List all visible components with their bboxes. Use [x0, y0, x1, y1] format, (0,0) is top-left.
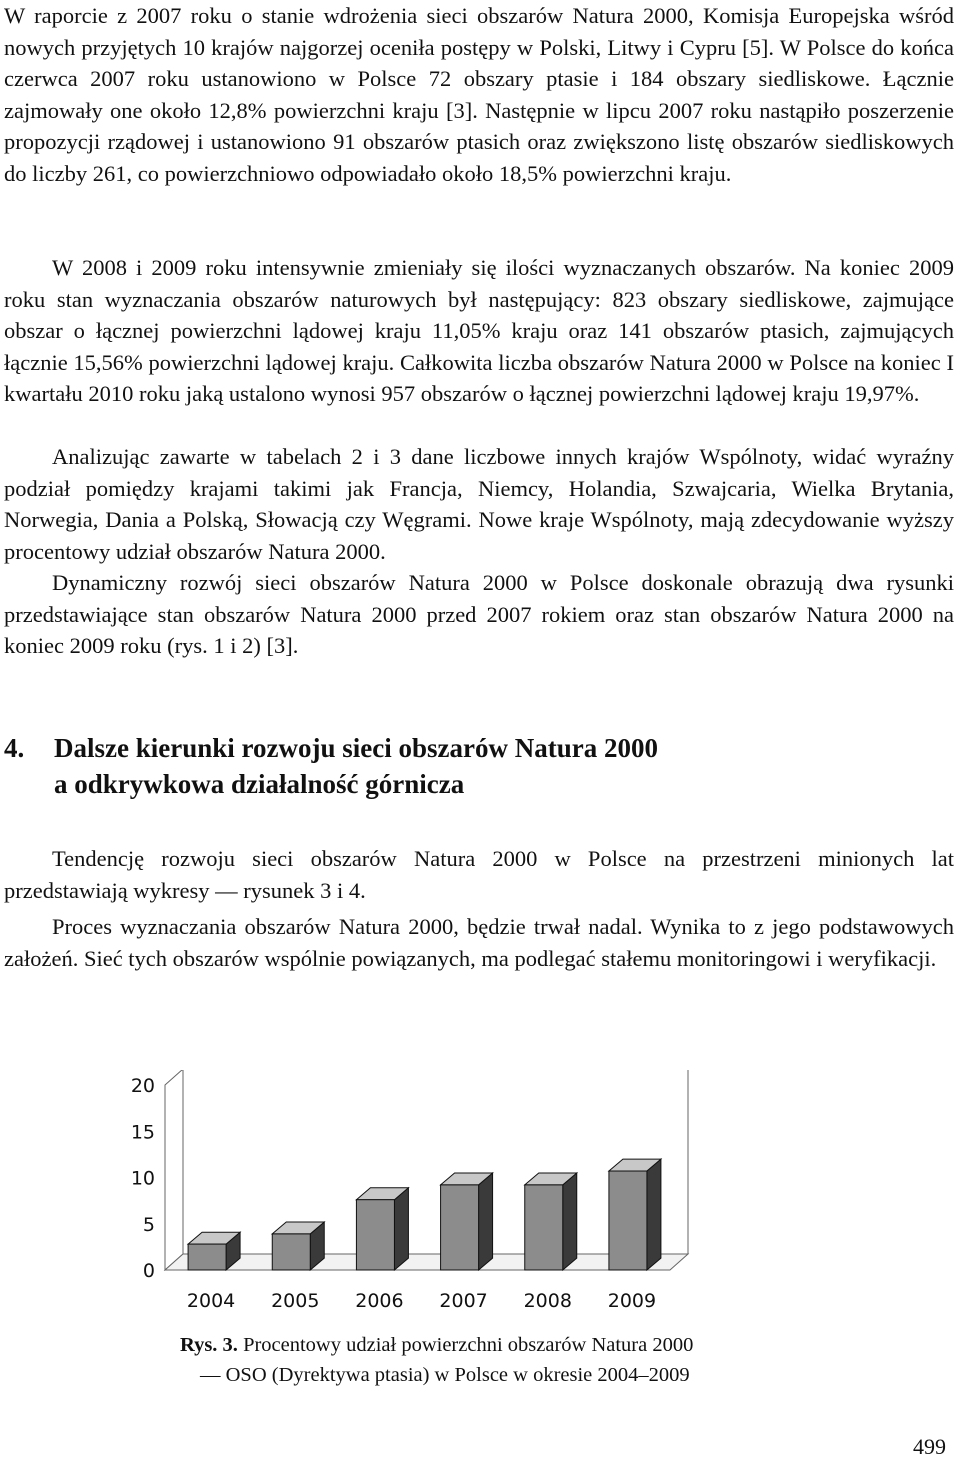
section-title-line-1: Dalsze kierunki rozwoju sieci obszarów Natura 2000: [54, 733, 658, 763]
bar: [356, 1200, 394, 1270]
bar: [441, 1185, 479, 1270]
bar-side: [394, 1188, 408, 1270]
paragraph-3: Analizując zawarte w tabelach 2 i 3 dane liczbowe innych krajów Wspólnoty, widać wyraźny podział pomiędzy krajami takimi jak Francja, Niemcy, Holandia, Szwajcaria, Wielka Brytania, Norwegia, Dania a Polską, Słowacją czy Węgrami. Nowe kraje Wspólnoty, mają zdecydowanie wyższy procentowy udział obszarów Natura 2000.: [4, 444, 954, 564]
x-tick-label: 2005: [271, 1290, 320, 1312]
bar: [188, 1244, 226, 1270]
x-tick-label: 2007: [439, 1290, 488, 1312]
section-paragraph-2: Proces wyznaczania obszarów Natura 2000, będzie trwał nadal. Wynika to z jego podstawowych założeń. Sieć tych obszarów wspólnie powiązanych, ma podlegać stałemu monitoringowi i weryfikacji.: [4, 914, 954, 971]
x-tick-label: 2009: [607, 1290, 657, 1312]
section-title-line-2: a odkrywkowa działalność górnicza: [54, 769, 465, 799]
bar-side: [479, 1173, 493, 1270]
y-tick-label: 20: [130, 1075, 155, 1097]
x-tick-label: 2004: [186, 1290, 236, 1312]
y-tick-label: 5: [142, 1213, 155, 1236]
paragraph-4: Dynamiczny rozwój sieci obszarów Natura 2000 w Polsce doskonale obrazują dwa rysunki przedstawiające stan obszarów Natura 2000 przed 2007 rokiem oraz stan obszarów Natura 2000 na koniec 2009 roku (rys. 1 i 2) [3].: [4, 570, 954, 658]
y-tick-label: 15: [130, 1121, 155, 1144]
y-tick-label: 0: [142, 1260, 155, 1282]
bar-side: [647, 1159, 661, 1270]
x-tick-label: 2008: [523, 1290, 572, 1312]
paragraph-1: W raporcie z 2007 roku o stanie wdrożenia sieci obszarów Natura 2000, Komisja Europejska wśród nowych przyjętych 10 krajów najgorzej oceniła postępy w Polski, Litwy i Cypru [5]. W Polsce do końca czerwca 2007 roku ustanowiono w Polsce 72 obszary ptasie i 184 obszary siedliskowe. Łącznie zajmowały one około 12,8% powierzchni kraju [3]. Następnie w lipcu 2007 roku nastąpiło poszerzenie propozycji rządowej i ustanowiono 91 obszarów ptasich oraz zwiększono listę obszarów siedliskowych do liczby 261, co powierzchniowo odpowiadało około 18,5% powierzchni kraju.: [4, 3, 954, 186]
bar: [525, 1185, 563, 1270]
section-title: [54, 730, 934, 802]
y-tick-label: 10: [130, 1167, 155, 1190]
bar-side: [563, 1173, 577, 1270]
bar: [609, 1171, 647, 1270]
bar-chart-svg: [110, 1070, 730, 1320]
x-tick-label: 2006: [355, 1290, 404, 1312]
bar: [272, 1234, 310, 1270]
page-number: 499: [913, 1434, 946, 1459]
section-paragraph-1: Tendencję rozwoju sieci obszarów Natura 2000 w Polsce na przestrzeni minionych lat przedstawiają wykresy — rysunek 3 i 4.: [4, 846, 954, 903]
caption-line-2: — OSO (Dyrektywa ptasia) w Polsce w okresie 2004–2009: [200, 1364, 690, 1386]
bar-chart: [110, 1070, 730, 1320]
chart-side-wall: [165, 1070, 183, 1270]
figure-caption: [180, 1330, 800, 1390]
caption-label: Rys. 3.: [180, 1334, 238, 1356]
paragraph-2: W 2008 i 2009 roku intensywnie zmieniały się ilości wyznaczanych obszarów. Na koniec 2009 roku stan wyznaczania obszarów naturowych był następujący: 823 obszary siedliskowe, zajmujące obszar o łącznej powierzchni lądowej kraju 11,05% kraju oraz 141 obszarów ptasich, zajmujących łącznie 15,56% powierzchni lądowej kraju. Całkowita liczba obszarów Natura 2000 w Polsce na koniec I kwartału 2010 roku jaką ustalono wynosi 957 obszarów o łącznej powierzchni lądowej kraju 19,97%.: [4, 255, 954, 406]
caption-line-1: Procentowy udział powierzchni obszarów Natura 2000: [243, 1334, 694, 1356]
section-number: 4.: [4, 733, 25, 763]
